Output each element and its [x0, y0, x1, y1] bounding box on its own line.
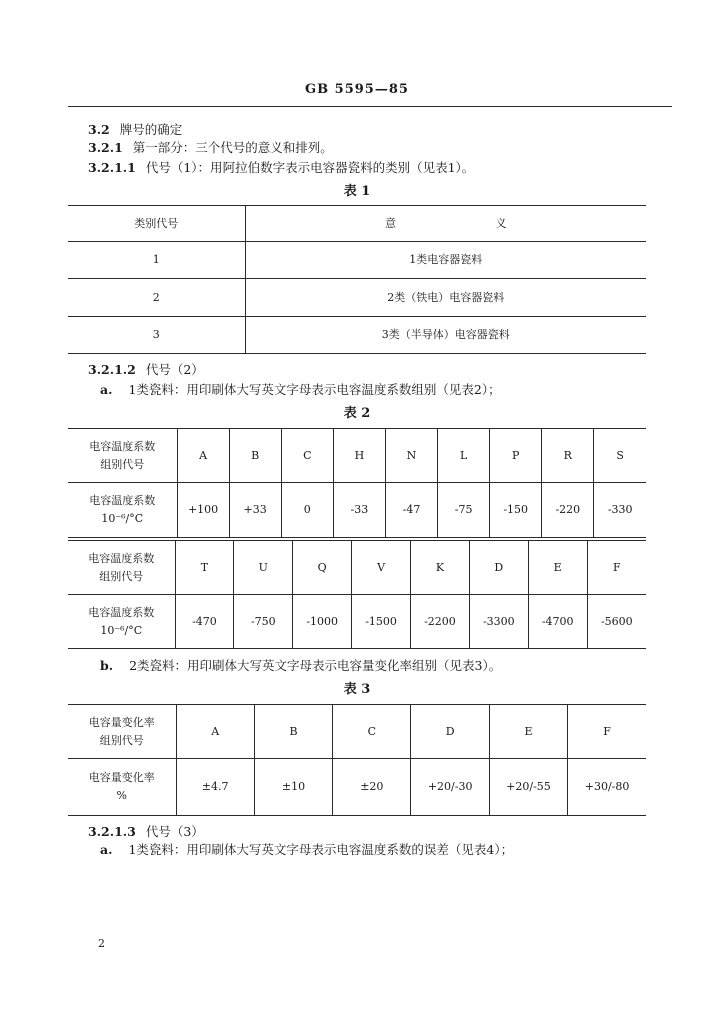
clause-3-2-1-3: [88, 824, 204, 840]
clause-text: 牌号的确定: [119, 122, 183, 137]
item-a-class1-tc-group: [100, 382, 501, 398]
category-meaning-cell: 2类（铁电）电容器瓷料: [245, 279, 646, 317]
group-code-cell: C: [281, 429, 333, 483]
tc-value-cell: -750: [234, 595, 293, 649]
group-code-cell: K: [411, 541, 470, 595]
row-label-tc-value: [68, 483, 177, 538]
group-code-cell: B: [229, 429, 281, 483]
change-rate-cell: ±20: [333, 759, 411, 816]
row-label-line: 电容温度系数: [88, 605, 155, 619]
group-code-cell: A: [176, 705, 254, 759]
tc-value-cell: -33: [333, 483, 385, 538]
tc-value-cell: 0: [281, 483, 333, 538]
group-code-cell: P: [490, 429, 542, 483]
tc-value-cell: -5600: [587, 595, 646, 649]
row-label-line: 10⁻⁶/°C: [101, 512, 144, 525]
header-rule: [68, 106, 672, 107]
tc-value-cell: -1500: [352, 595, 411, 649]
group-code-cell: F: [587, 541, 646, 595]
group-code-cell: B: [254, 705, 332, 759]
table2-part2-code-row: [68, 541, 646, 595]
row-label-line: 组别代号: [100, 457, 145, 471]
tc-value-cell: -470: [175, 595, 234, 649]
table2-part1-value-row: [68, 483, 646, 538]
table1-header-code: 类别代号: [68, 206, 245, 242]
group-code-cell: Q: [293, 541, 352, 595]
table2-part1: [68, 428, 646, 538]
clause-3-2-1-2: [88, 362, 204, 378]
clause-number: 3.2.1.1: [88, 160, 136, 175]
change-rate-cell: +20/-30: [411, 759, 489, 816]
group-code-cell: N: [385, 429, 437, 483]
group-code-cell: T: [175, 541, 234, 595]
group-code-cell: H: [333, 429, 385, 483]
row-label-group-code: [68, 541, 175, 595]
tc-value-cell: -4700: [528, 595, 587, 649]
tc-value-cell: -47: [385, 483, 437, 538]
clause-text: 代号（3）: [145, 824, 204, 839]
table3-value-row: [68, 759, 646, 816]
table-row: [68, 242, 646, 279]
table1-header-meaning: 意 义: [245, 206, 646, 242]
row-label-change-rate: [68, 759, 176, 816]
row-label-line: 组别代号: [99, 569, 144, 583]
tc-value-cell: -220: [542, 483, 594, 538]
category-meaning-cell: 3类（半导体）电容器瓷料: [245, 317, 646, 354]
row-label-line: 电容温度系数: [89, 494, 156, 507]
clause-3-2: [88, 122, 182, 138]
table-row: [68, 279, 646, 317]
row-label-group-code: [68, 705, 176, 759]
clause-text: 代号（2）: [145, 362, 204, 377]
item-text: 1类瓷料：用印刷体大写英文字母表示电容温度系数的误差（见表4）；: [128, 842, 514, 857]
standard-code-header: GB 5595—85: [305, 82, 409, 97]
tc-value-cell: -2200: [411, 595, 470, 649]
category-code-cell: 2: [68, 279, 245, 317]
clause-number: 3.2.1.2: [88, 362, 136, 377]
change-rate-cell: ±4.7: [176, 759, 254, 816]
group-code-cell: A: [177, 429, 229, 483]
row-label-line: 电容温度系数: [88, 551, 155, 565]
change-rate-cell: +20/-55: [489, 759, 567, 816]
table2-part2-value-row: [68, 595, 646, 649]
group-code-cell: V: [352, 541, 411, 595]
page-number: 2: [98, 937, 105, 950]
clause-3-2-1: [88, 140, 333, 156]
table3-code-row: [68, 705, 646, 759]
category-code-cell: 3: [68, 317, 245, 354]
item-a-class1-tc-tolerance: [100, 842, 513, 858]
clause-text: 代号（1）：用阿拉伯数字表示电容器瓷料的类别（见表1）。: [145, 160, 475, 175]
clause-text: 第一部分：三个代号的意义和排列。: [132, 140, 333, 155]
change-rate-cell: ±10: [254, 759, 332, 816]
clause-number: 3.2.1: [88, 140, 123, 155]
group-code-cell: S: [594, 429, 646, 483]
table1-caption: 表 1: [343, 184, 371, 199]
group-code-cell: E: [489, 705, 567, 759]
table2-caption: 表 2: [343, 406, 371, 421]
row-label-line: 电容量变化率: [88, 715, 155, 729]
item-b-class2-capacitance-group: [100, 658, 501, 674]
item-marker: b.: [100, 658, 114, 673]
tc-value-cell: +100: [177, 483, 229, 538]
category-meaning-cell: 1类电容器瓷料: [245, 242, 646, 279]
category-code-cell: 1: [68, 242, 245, 279]
tc-value-cell: -3300: [469, 595, 528, 649]
group-code-cell: C: [333, 705, 411, 759]
item-marker: a.: [100, 382, 113, 397]
row-label-line: 组别代号: [99, 733, 144, 747]
table-row: [68, 317, 646, 354]
row-label-tc-value: [68, 595, 175, 649]
group-code-cell: R: [542, 429, 594, 483]
clause-number: 3.2.1.3: [88, 824, 136, 839]
group-code-cell: D: [469, 541, 528, 595]
tc-value-cell: +33: [229, 483, 281, 538]
change-rate-cell: +30/-80: [568, 759, 646, 816]
table3-caption: 表 3: [343, 682, 371, 697]
tc-value-cell: -150: [490, 483, 542, 538]
tc-value-cell: -330: [594, 483, 646, 538]
row-label-line: 电容量变化率: [88, 771, 155, 784]
clause-number: 3.2: [88, 122, 110, 137]
group-code-cell: L: [438, 429, 490, 483]
clause-3-2-1-1: [88, 160, 474, 176]
table3: [68, 704, 646, 816]
group-code-cell: E: [528, 541, 587, 595]
row-label-line: 10⁻⁶/°C: [100, 623, 143, 637]
tc-value-cell: -1000: [293, 595, 352, 649]
tc-value-cell: -75: [438, 483, 490, 538]
table2-part1-code-row: [68, 429, 646, 483]
item-text: 2类瓷料：用印刷体大写英文字母表示电容量变化率组别（见表3）。: [129, 658, 502, 673]
group-code-cell: F: [568, 705, 646, 759]
table2-part2: [68, 540, 646, 649]
group-code-cell: U: [234, 541, 293, 595]
table1-header-row: [68, 206, 646, 242]
table1: [68, 205, 646, 354]
row-label-group-code: [68, 429, 177, 483]
item-text: 1类瓷料：用印刷体大写英文字母表示电容温度系数组别（见表2）；: [128, 382, 501, 397]
row-label-line: %: [116, 789, 127, 802]
group-code-cell: D: [411, 705, 489, 759]
row-label-line: 电容温度系数: [89, 439, 156, 453]
item-marker: a.: [100, 842, 113, 857]
